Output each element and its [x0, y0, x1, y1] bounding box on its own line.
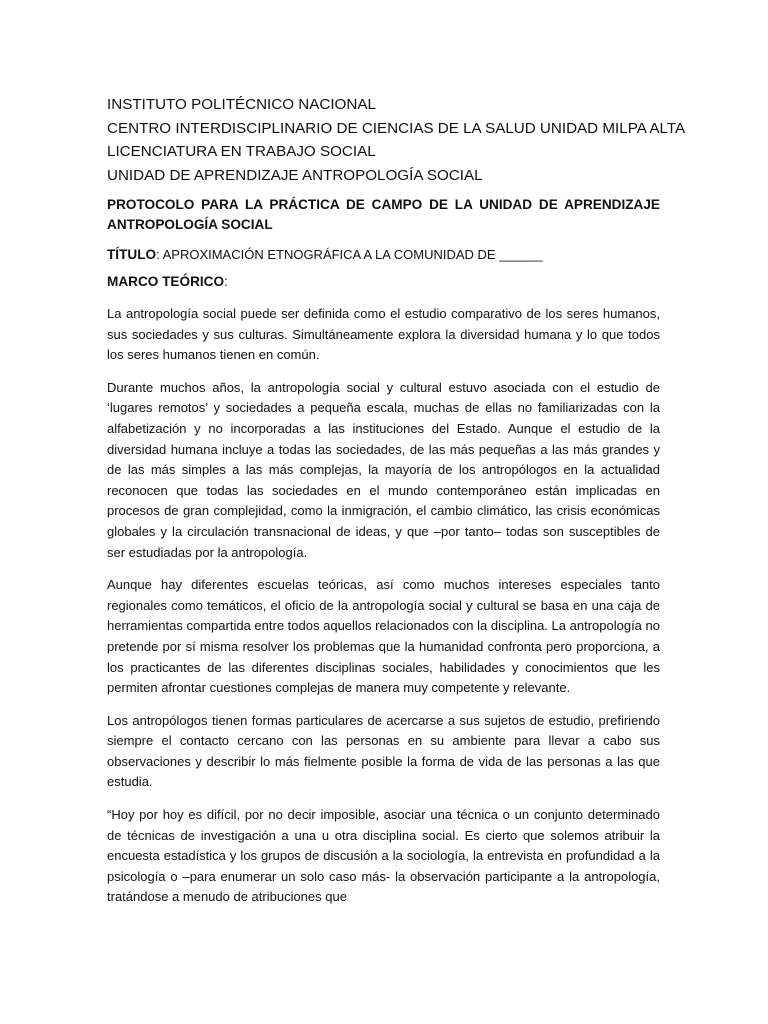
section-heading-marco-teorico — [107, 272, 660, 292]
title-line — [107, 245, 660, 265]
degree-name: LICENCIATURA EN TRABAJO SOCIAL — [107, 143, 376, 160]
section-heading-label: MARCO TEÓRICO — [107, 274, 225, 289]
body-paragraph-3: Aunque hay diferentes escuelas teóricas, así como muchos intereses especiales tanto regionales como temáticos, el oficio de la antropología social y cultural se basa en una caja de herramientas compartida entre todos aquellos relacionados con la disciplina. La antropología no pretende por sí misma resolver los problemas que la humanidad confronta pero proporciona, a los practicantes de las diferentes disciplinas sociales, habilidades y conocimientos que les permiten afrontar cuestiones complejas de manera muy competente y relevante. — [107, 577, 660, 696]
title-label: TÍTULO — [107, 247, 157, 262]
section-heading-suffix: : — [224, 274, 228, 289]
protocol-title: PROTOCOLO PARA LA PRÁCTICA DE CAMPO DE LA UNIDAD DE APRENDIZAJE ANTROPOLOGÍA SOCIAL — [107, 197, 660, 232]
body-paragraph-5: “Hoy por hoy es difícil, por no decir imposible, asociar una técnica o un conjunto determinado de técnicas de investigación a una u otra disciplina social. Es cierto que solemos atribuir la encuesta estadística y los grupos de discusión a la sociología, la entrevista en profundidad a la psicología o –para enumerar un solo caso más- la observación participante a la antropología, tratándose a menudo de atribuciones que — [107, 807, 660, 905]
body-paragraph-2: Durante muchos años, la antropología social y cultural estuvo asociada con el estudio de ‘lugares remotos’ y sociedades a pequeña escala, muchas de ellas no familiarizadas con la alfabetización y no incorporadas a las instituciones del Estado. Aunque el estudio de la diversidad humana incluye a todas las sociedades, de las más pequeñas a las más grandes y de las más simples a las más complejas, la mayoría de los antropólogos en la actualidad reconocen que todas las sociedades en el mundo contemporáneo están implicadas en procesos de gran complejidad, como la inmigración, el cambio climático, las crisis económicas globales y la circulación transnacional de ideas, y que –por tanto– todas son susceptibles de ser estudiadas por la antropología. — [107, 379, 660, 560]
body-paragraph-4: Los antropólogos tienen formas particulares de acercarse a sus sujetos de estudio, prefiriendo siempre el contacto cercano con las personas en su ambiente para llevar a cabo sus observaciones y describir lo más fielmente posible la forma de vida de las personas a las que estudia. — [107, 712, 660, 790]
body-paragraph-1: La antropología social puede ser definida como el estudio comparativo de los seres humanos, sus sociedades y sus culturas. Simultáneamente explora la diversidad humana y lo que todos los seres humanos tienen en común. — [107, 306, 660, 363]
center-name: CENTRO INTERDISCIPLINARIO DE CIENCIAS DE LA SALUD UNIDAD MILPA ALTA — [107, 119, 686, 137]
institution-name: INSTITUTO POLITÉCNICO NACIONAL — [107, 96, 376, 113]
title-value: : APROXIMACIÓN ETNOGRÁFICA A LA COMUNIDAD DE ______ — [156, 247, 543, 262]
course-unit-name: UNIDAD DE APRENDIZAJE ANTROPOLOGÍA SOCIAL — [107, 166, 483, 184]
